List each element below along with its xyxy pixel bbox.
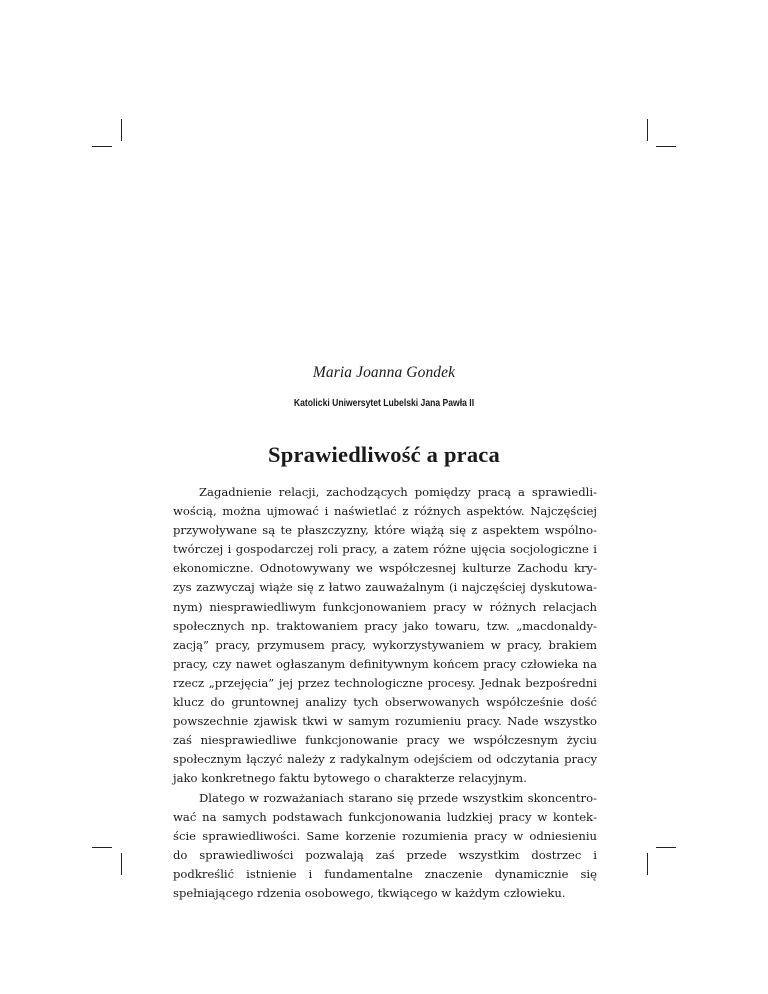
body-paragraph: Zagadnienie relacji, zachodzących pomiędzy pracą a sprawiedliwością, można ujmować i naświetlać z różnych aspektów. Najczęściej przywoływane są te płaszczyzny, które wiążą się z aspektem wspólnotwórczej i gospodarczej roli pracy, a zatem różne ujęcia socjologiczne i ekonomiczne. Odnotowywany we współczesnej kulturze Zachodu kryzys zazwyczaj wiąże się z łatwo zauważalnym (i najczęściej dyskutowanym) niesprawiedliwym funkcjonowaniem pracy w różnych relacjach społecznych np. traktowaniem pracy jako towaru, tzw. „macdonaldyzacją” pracy, przymusem pracy, wykorzystywaniem w pracy, brakiem pracy, czy nawet ogłaszanym definitywnym końcem pracy człowieka na rzecz „przejęcia” jej przez technologiczne procesy. Jednak bezpośredni klucz do gruntownej analizy tych obserwowanych współcześnie dość powszechnie zjawisk tkwi w samym rozumieniu pracy. Nade wszystko zaś niesprawiedliwe funkcjonowanie pracy we współczesnym życiu społecznym łączyć należy z radykalnym odejściem od odczytania pracy jako konkretnego faktu bytowego o charakterze relacyjnym. (173, 485, 597, 786)
author-affiliation: Katolicki Uniwersytet Lubelski Jana Pawła II (293, 398, 475, 409)
crop-mark-top-left-horizontal (92, 146, 112, 147)
crop-mark-bottom-right-vertical (647, 853, 648, 875)
crop-mark-top-right-horizontal (656, 146, 676, 147)
author-name: Maria Joanna Gondek (312, 364, 456, 381)
crop-mark-bottom-left-horizontal (92, 847, 112, 848)
body-paragraph: Dlatego w rozważaniach starano się przede wszystkim skoncentrować na samych podstawach funkcjonowania ludzkiej pracy w kontekście sprawiedliwości. Same korzenie rozumienia pracy w odniesieniu do sprawiedliwości pozwalają zaś przede wszystkim dostrzec i podkreślić istnienie i fundamentalne znaczenie dynamicznie się spełniającego rdzenia osobowego, tkwiącego w każdym człowieku. (173, 790, 597, 900)
crop-mark-top-right-vertical (647, 119, 648, 141)
crop-mark-bottom-right-horizontal (656, 847, 676, 848)
article-title: Sprawiedliwość a praca (268, 442, 500, 467)
article-body (173, 483, 597, 903)
crop-mark-bottom-left-vertical (121, 853, 122, 875)
crop-mark-top-left-vertical (121, 119, 122, 141)
